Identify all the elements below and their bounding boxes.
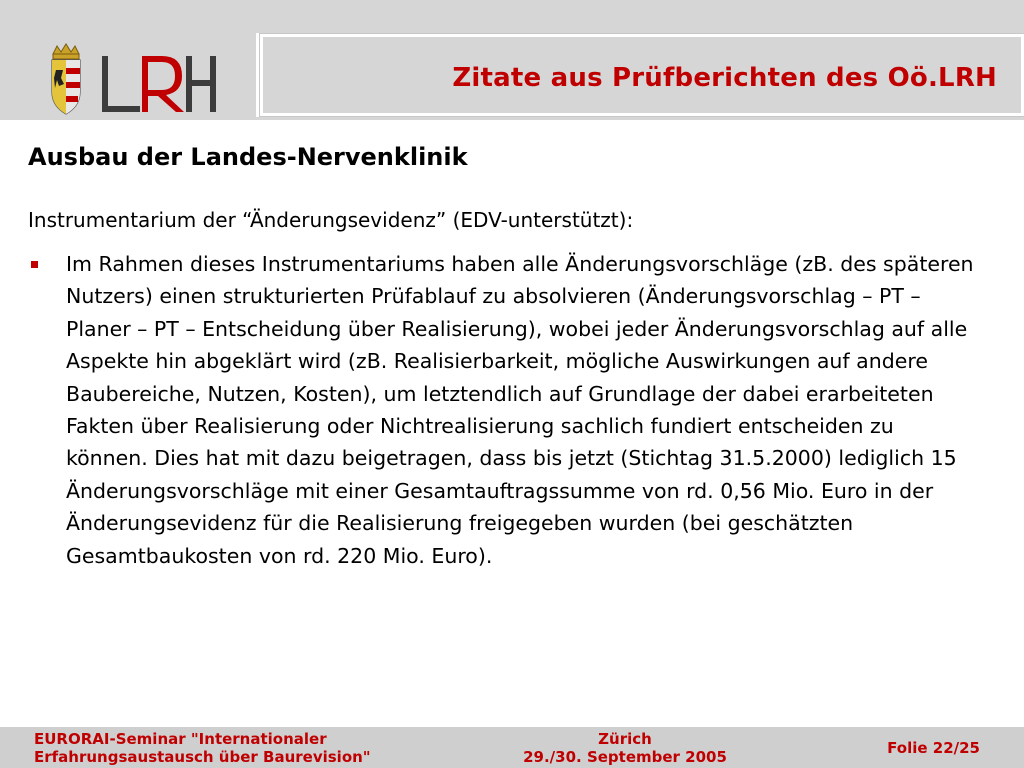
bullet-square-icon	[31, 261, 38, 268]
section-heading: Ausbau der Landes-Nervenklinik	[28, 143, 468, 171]
slide-number: Folie 22/25	[887, 739, 980, 757]
bullet-item	[28, 248, 978, 572]
coat-of-arms-logo-icon	[44, 40, 224, 120]
title-box	[256, 33, 1024, 117]
title-box-inner	[263, 37, 1021, 113]
footer-date: 29./30. September 2005	[523, 748, 727, 766]
footer-location: Zürich	[598, 730, 652, 748]
bullet-text: Im Rahmen dieses Instrumentariums haben alle Änderungsvorschläge (zB. des späteren Nutzers) einen strukturierten Prüfablauf zu absolvieren (Änderungsvorschlag – PT – Planer – PT – Entscheidung über Realisierung), wobei jeder Änderungsvorschlag auf alle Aspekte hin abgeklärt wird (zB. Realisierbarkeit, mögliche Auswirkungen auf andere Baubereiche, Nutzen, Kosten), um letztendlich auf Grundlage der dabei erarbeiteten Fakten über Realisierung oder Nichtrealisierung sachlich fundiert entscheiden zu können. Dies hat mit dazu beigetragen, dass bis jetzt (Stichtag 31.5.2000) lediglich 15 Änderungsvorschläge mit einer Gesamtauftragssumme von rd. 0,56 Mio. Euro in der Änderungsevidenz für die Realisierung freigegeben wurden (bei geschätzten Gesamtbaukosten von rd. 220 Mio. Euro).	[66, 252, 974, 568]
slide-title: Zitate aus Prüfberichten des Oö.LRH	[452, 63, 997, 93]
footer-seminar	[34, 730, 371, 766]
footer-seminar-line1: EURORAI-Seminar "Internationaler	[34, 730, 327, 748]
footer-seminar-line2: Erfahrungsaustausch über Baurevision"	[34, 748, 371, 766]
footer-location-date	[490, 730, 760, 766]
intro-text: Instrumentarium der “Änderungsevidenz” (EDV-unterstützt):	[28, 208, 634, 232]
footer	[0, 727, 1024, 768]
bullet-list	[28, 248, 978, 572]
lrh-logo	[44, 40, 224, 120]
